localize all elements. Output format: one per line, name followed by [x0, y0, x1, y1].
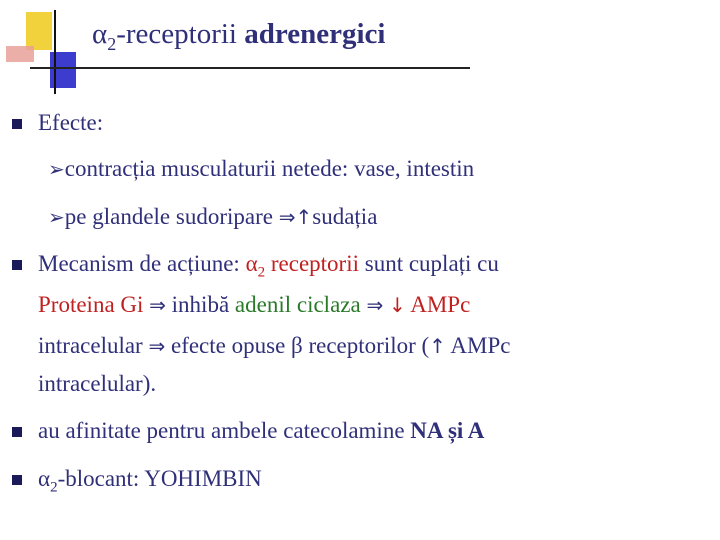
- blocant-text: -blocant: YOHIMBIN: [57, 466, 262, 491]
- efecte-label: Efecte:: [38, 110, 104, 135]
- decor-vertical-line: [54, 10, 56, 94]
- mecanism-line-1: [38, 251, 499, 282]
- mecanism-line-2: [38, 292, 470, 318]
- mecanism-l3-d: AMPc: [445, 333, 511, 358]
- bullet-square-icon: [12, 475, 22, 485]
- mecanism-l1-alpha: α: [245, 251, 258, 276]
- blocant-line: [38, 466, 262, 497]
- implies-arrow-icon: ⇒: [148, 334, 166, 358]
- mecanism-l1-a: Mecanism de acțiune:: [38, 251, 246, 276]
- efecte-item-1-text: contracția musculaturii netede: vase, intestin: [64, 156, 475, 181]
- down-arrow-icon: ↓: [388, 293, 406, 317]
- mecanism-l2-b: inhibă: [165, 292, 235, 317]
- bullet-square-icon: [12, 260, 22, 270]
- mecanism-l2-a: Proteina Gi: [38, 292, 144, 317]
- up-arrow-icon: ↑: [429, 334, 446, 358]
- mecanism-l1-c: sunt cuplați cu: [359, 251, 499, 276]
- mecanism-l3-b: efecte opuse: [165, 333, 292, 358]
- decor-horizontal-line: [30, 67, 470, 69]
- mecanism-l1-sub: 2: [257, 264, 266, 281]
- pointer-arrow-icon: ➢: [48, 157, 65, 181]
- mecanism-l3-a: intracelular: [38, 333, 149, 358]
- mecanism-l3-beta: β: [291, 333, 303, 358]
- implies-arrow-icon: ⇒: [149, 293, 166, 317]
- afinitate-line: [38, 418, 484, 444]
- decor-yellow-square: [26, 12, 52, 50]
- title-bold-text: adrenergici: [244, 18, 386, 50]
- efecte-item-2-text-a: pe glandele sudoripare: [64, 204, 279, 229]
- mecanism-l1-b: receptorii: [265, 251, 359, 276]
- mecanism-line-4: intracelular).: [38, 371, 157, 396]
- bullet-square-icon: [12, 427, 22, 437]
- mecanism-l2-d: AMPc: [405, 292, 471, 317]
- slide-title: [92, 18, 385, 55]
- decor-red-square: [6, 46, 34, 62]
- title-alpha: α: [92, 18, 108, 50]
- implies-arrow-icon: ⇒: [278, 205, 296, 229]
- bullet-square-icon: [12, 119, 22, 129]
- mecanism-l2-c: adenil ciclaza: [234, 292, 361, 317]
- up-arrow-icon: ↑: [295, 205, 313, 229]
- blocant-alpha: α: [38, 466, 51, 491]
- afinitate-text-b: NA și A: [410, 418, 485, 443]
- implies-arrow-icon: ⇒: [366, 293, 384, 317]
- efecte-item-2-text-b: sudația: [312, 204, 378, 229]
- efecte-item-2: [48, 204, 377, 230]
- mecanism-line-3: [38, 333, 510, 359]
- title-dash-text: -receptorii: [116, 18, 245, 50]
- title-sub: 2: [107, 33, 117, 54]
- efecte-item-1: [48, 156, 474, 182]
- pointer-arrow-icon: ➢: [48, 205, 65, 229]
- mecanism-l3-c: receptorilor (: [302, 333, 430, 358]
- blocant-sub: 2: [50, 479, 58, 496]
- afinitate-text-a: au afinitate pentru ambele catecolamine: [38, 418, 411, 443]
